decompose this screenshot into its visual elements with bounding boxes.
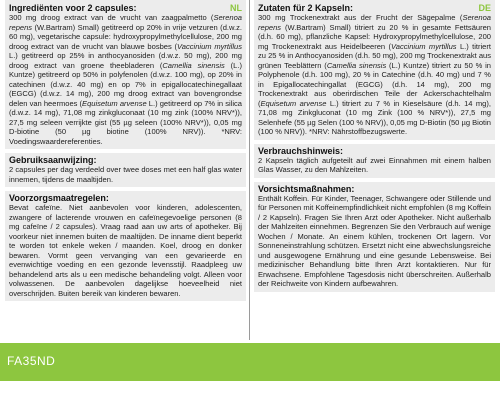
footer-bar (0, 343, 500, 381)
de-precautions-section (254, 182, 495, 292)
dutch-column (5, 0, 246, 305)
nl-ingredients-text (9, 13, 242, 146)
text-run: L.) titriert zu 7 % in Kieselsäure (d.h. 14 mg), 71,08 mg Zinkgluconat (10 mg Zink (100 % NRV*)), 27,5 mg Selenhefe (55 µg Selen (100 % NRV)), 0,05 mg D-Biotin (50 µg Biotin (100 % NRV)). *NRV: Nährstoffbezugswerte. (258, 98, 491, 136)
nl-usage-title: Gebruiksaanwijzing: (9, 155, 97, 165)
nl-language-badge: NL (230, 3, 242, 13)
latin-name: Camellia sinensis (326, 60, 387, 70)
nl-precautions-title: Voorzorgsmaatregelen: (9, 193, 109, 203)
text-run: (L.) Kuntze) getitreerd op 50% in polyfenolen (d.w.z. 100 mg), op 20% in catechinen (d.w.z. 40 mg) en op 7% in epigallocatechinegallaat (EGCG) (d.w.z. 14 mg), 200 mg droog extract van bovengrondse delen van heermoes ( (9, 60, 242, 108)
nl-ingredients-title: Ingrediënten voor 2 capsules: (9, 3, 137, 13)
text-run: (L.) Kuntze) titriert zu 50 % in Polyphenole (d.h. 100 mg), 20 % in Catechine (d.h. 40 mg) und 7 % in Epigallocatechingallat (EGCG) (d.h. 14 mg), 200 mg Trockenextrakt aus oberirdischen Teile der Ackerschachtelhalm ( (258, 60, 491, 108)
text-run: (W.Bartram) Small) getitreerd op 20% in vrije vetzuren (d.w.z. 60 mg), vegetarische capsule: hydroxypropylmethylcellulose, 200 mg droog extract van de vrucht van blauwe bosbes ( (9, 22, 242, 51)
text-run: 300 mg droog extract van de vrucht van zaagpalmetto ( (9, 13, 214, 22)
de-ingredients-section (254, 0, 495, 140)
de-language-badge: DE (478, 3, 491, 13)
product-code: FA35ND (7, 354, 56, 368)
german-column (254, 0, 495, 296)
nl-usage-text: 2 capsules per dag verdeeld over twee doses met een half glas water innemen, tijdens de maaltijden. (9, 165, 242, 184)
de-precautions-title: Vorsichtsmaßnahmen: (258, 183, 355, 194)
text-run: (W.Bartram) Small) titriert zu 20 % in gesamte Fettsäuren (d.h. 60 mg), pflanzliche Kapsel: Hydroxypropylmethylcellulose, 200 mg Trockenextrakt aus Heidelbeeren ( (258, 22, 491, 51)
nl-usage-section (5, 153, 246, 187)
latin-name: Equisetum arvense (260, 98, 327, 108)
latin-name: Serenoa repens (9, 13, 242, 32)
nl-precautions-section (5, 191, 246, 301)
de-usage-section (254, 144, 495, 178)
de-usage-text: 2 Kapseln täglich aufgeteilt auf zwei Einnahmen mit einem halben Glas Wasser, zu den Mahlzeiten. (258, 155, 491, 174)
de-usage-title: Verbrauchshinweis: (258, 145, 344, 156)
latin-name: Vaccinium myrtillus (177, 41, 242, 51)
text-run: 300 mg Trockenextrakt aus der Frucht der Sägepalme ( (258, 13, 463, 22)
de-precautions-text: Enthält Koffein. Für Kinder, Teenager, Schwangere oder Stillende und für Personen mit Koffeinempfindlichkeit nicht empfohlen (8 mg Koffein / 2 Kapseln). Fragen Sie Ihren Arzt oder Apotheker. Nicht außerhalb der Mahlzeiten einnehmen. Begrenzen Sie den Verbrauch auf wenige Wochen / Monate. An einem kühlen, trockenen Ort lagern. Vor Sonneneinstrahlung schützen. Ersetzt nicht eine abwechslungsreiche und ausgewogene Ernährung und eine gesunde Lebensweise. Bei medizinischer Behandlung bitte Ihren Arzt kontaktieren. Nur für Erwachsene. Empfohlene Tagesdosis nicht überschreiten. Außerhalb der Reichweite von Kindern aufbewahren. (258, 193, 491, 288)
latin-name: Serenoa repens (258, 13, 491, 32)
de-ingredients-title: Zutaten für 2 Kapseln: (258, 3, 354, 13)
text-run: L.) titriert zu 25 % in Anthocyanosiden (d.h. 50 mg), 200 mg Trockenextrakt aus grünen Teeblättern ( (258, 41, 491, 70)
text-run: L.) getitreerd op 7% in silica (d.w.z. 14 mg), 71,08 mg zinkgluconaat (10 mg zink (100% NRV*)), 27,5 mg seleen verrijkte gist (55 µg seleen (100% NRV*)), 0,05 mg D-biotine (50 µg biotine (100% NRV)). *NRV: Voedingswaardereferenties. (9, 98, 242, 146)
latin-name: Vaccinium myrtillus (391, 41, 457, 51)
latin-name: Equisetum arvense (82, 98, 147, 108)
nl-ingredients-section (5, 0, 246, 149)
column-divider (249, 0, 250, 340)
nl-precautions-text: Bevat cafeïne. Niet aanbevolen voor kinderen, adolescenten, zwangere of lacterende vrouwen en cafeïnegevoelige personen (8 mg cafeïne / 2 capsules). Vraag raad aan uw arts of apotheker. Bij voorkeur niet innemen buiten de maaltijden. De inname dient beperkt te worden tot enkele weken / maanden. Koel, droog en donker bewaren. Vormt geen vervanging van een gevarieerde en evenwichtige voeding en een gezonde levensstijl. Raadpleeg uw behandelend arts als u een medische behandeling volgt. Alleen voor volwassenen. De aanbevolen dagelijkse hoeveelheid niet overschrijden. Buiten bereik van kinderen bewaren. (9, 203, 242, 298)
text-run: L.) getitreerd op 25% in anthocyanosiden (d.w.z. 50 mg), 200 mg droog extract van groene theebladeren ( (9, 51, 242, 70)
de-ingredients-text (258, 13, 491, 137)
latin-name: Camellia sinensis (162, 60, 225, 70)
